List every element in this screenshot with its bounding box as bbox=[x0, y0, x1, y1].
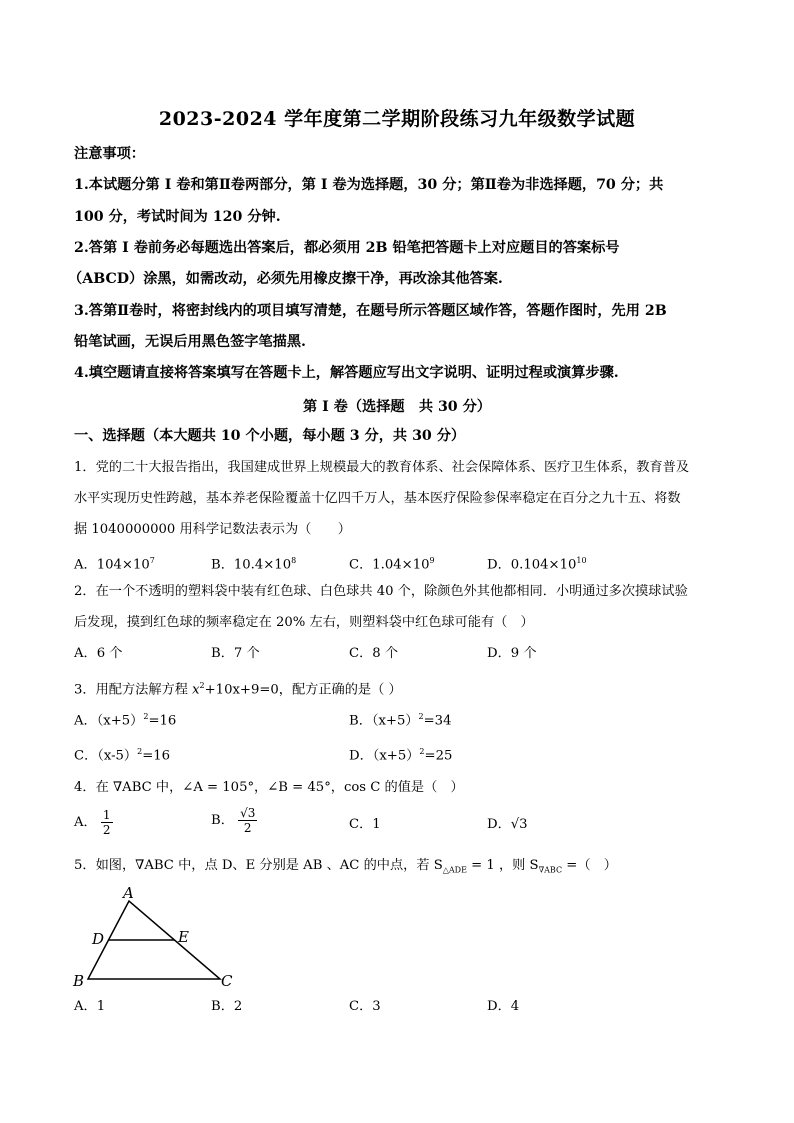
fraction bbox=[238, 806, 257, 835]
note-3-line-1: 3.答第Ⅱ卷时，将密封线内的项目填写清楚，在题号所示答题区域作答，答题作图时，先用 2B bbox=[74, 303, 667, 319]
numerator: √3 bbox=[240, 806, 256, 820]
q3-option-a bbox=[74, 708, 176, 730]
subscript: △ADE bbox=[442, 865, 467, 875]
exponent: 9 bbox=[429, 556, 435, 565]
option-value: 104×10 bbox=[96, 557, 150, 573]
exponent: 7 bbox=[149, 556, 155, 565]
option-text: C．（x-5） bbox=[74, 748, 138, 764]
vertex-label-e: E bbox=[178, 928, 189, 946]
denominator: 2 bbox=[243, 821, 252, 835]
option-label: B． bbox=[211, 557, 234, 573]
q3-option-d bbox=[349, 743, 452, 765]
option-text: =16 bbox=[142, 748, 171, 764]
q5-option-b: B．2 bbox=[211, 999, 243, 1014]
q2-line-1: 2．在一个不透明的塑料袋中装有红色球、白色球共 40 个，除颜色外其他都相同．小明通过多次摸球试验 bbox=[74, 584, 688, 599]
q5-stem-pre: 5．如图，∇ABC 中，点 D、E 分别是 AB 、AC 的中点，若 S bbox=[74, 858, 443, 873]
part-1-title: 第 I 卷（选择题 共 30 分） bbox=[302, 399, 491, 415]
q5-stem bbox=[74, 857, 617, 880]
q3-option-c bbox=[74, 743, 170, 765]
q1-option-c bbox=[349, 552, 435, 574]
q3-stem-pre: 3．用配方法解方程 bbox=[74, 682, 193, 698]
q4-option-a bbox=[74, 808, 113, 837]
q5-stem-post: =（ ） bbox=[562, 858, 617, 873]
exponent: 8 bbox=[291, 556, 297, 565]
q3-variable: x bbox=[192, 682, 200, 698]
option-label: C． bbox=[349, 557, 373, 573]
option-text: =16 bbox=[148, 713, 177, 729]
vertex-label-c: C bbox=[221, 972, 233, 990]
exponent: 10 bbox=[576, 556, 587, 565]
note-1-line-1: 1.本试题分第 I 卷和第Ⅱ卷两部分，第 I 卷为选择题，30 分；第Ⅱ卷为非选择题，70 分；共 bbox=[74, 177, 664, 193]
option-value: 10.4×10 bbox=[233, 557, 292, 573]
denominator: 2 bbox=[102, 823, 111, 837]
q1-option-b bbox=[211, 552, 296, 574]
option-value: 1.04×10 bbox=[372, 557, 430, 573]
exponent: 2 bbox=[418, 712, 424, 721]
vertex-label-b: B bbox=[73, 972, 85, 990]
q4-stem: 4．在 ∇ABC 中，∠A = 105°，∠B = 45°，cos C 的值是（ ） bbox=[74, 780, 464, 795]
q3-option-b bbox=[349, 708, 451, 730]
numerator: 1 bbox=[102, 808, 111, 822]
vertex-label-d: D bbox=[92, 930, 105, 948]
option-text: D．（x+5） bbox=[349, 748, 420, 764]
option-text: =25 bbox=[424, 748, 453, 764]
q2-option-a: A．6 个 bbox=[74, 646, 123, 661]
q1-line-3: 据 1040000000 用科学记数法表示为（ ） bbox=[74, 522, 351, 537]
q2-option-c: C．8 个 bbox=[349, 646, 399, 661]
option-value: 0.104×10 bbox=[510, 557, 577, 573]
q2-option-d: D．9 个 bbox=[487, 646, 537, 661]
exponent: 2 bbox=[199, 681, 205, 690]
option-text: A．（x+5） bbox=[74, 713, 144, 729]
section-1-title: 一、选择题（本大题共 10 个小题，每小题 3 分，共 30 分） bbox=[74, 428, 466, 444]
fraction bbox=[101, 808, 113, 837]
exponent: 2 bbox=[143, 712, 149, 721]
q5-option-c: C．3 bbox=[349, 999, 381, 1014]
notes-heading: 注意事项： bbox=[74, 146, 145, 162]
q1-line-1: 1．党的二十大报告指出，我国建成世界上规模最大的教育体系、社会保障体系、医疗卫生体系，教育普及 bbox=[74, 460, 690, 475]
note-3-line-2: 铅笔试画，无误后用黑色签字笔描黑. bbox=[74, 334, 306, 350]
option-label: A． bbox=[74, 815, 97, 830]
q2-line-2: 后发现，摸到红色球的频率稳定在 20% 左右，则塑料袋中红色球可能有（ ） bbox=[74, 615, 534, 630]
note-1-line-2: 100 分，考试时间为 120 分钟. bbox=[74, 209, 281, 225]
q1-option-a bbox=[74, 552, 155, 574]
q4-option-c: C．1 bbox=[349, 817, 381, 832]
option-text: =34 bbox=[423, 713, 452, 729]
q5-stem-mid: = 1 ，则 S bbox=[466, 858, 539, 873]
option-label: D． bbox=[487, 557, 511, 573]
q5-option-a: A．1 bbox=[74, 999, 106, 1014]
option-label: B． bbox=[211, 813, 234, 828]
q4-option-d: D．√3 bbox=[487, 817, 528, 832]
exponent: 2 bbox=[419, 747, 425, 756]
q1-option-d bbox=[487, 552, 587, 574]
exponent: 2 bbox=[137, 747, 143, 756]
q2-option-b: B．7 个 bbox=[211, 646, 260, 661]
subscript: ∇ABC bbox=[538, 865, 563, 875]
q4-option-b bbox=[211, 806, 257, 835]
option-text: B．（x+5） bbox=[349, 713, 419, 729]
option-label: A． bbox=[74, 557, 97, 573]
triangle-figure bbox=[70, 885, 240, 990]
q3-stem bbox=[74, 677, 402, 699]
q5-option-d: D．4 bbox=[487, 999, 520, 1014]
note-2-line-1: 2.答第 I 卷前务必每题选出答案后，都必须用 2B 铅笔把答题卡上对应题目的答案标号 bbox=[74, 240, 620, 256]
page-title: 2023-2024 学年度第二学期阶段练习九年级数学试题 bbox=[158, 108, 636, 130]
note-2-line-2: （ABCD）涂黑，如需改动，必须先用橡皮擦干净，再改涂其他答案. bbox=[68, 271, 503, 287]
q1-line-2: 水平实现历史性跨越，基本养老保险覆盖十亿四千万人，基本医疗保险参保率稳定在百分之九十五、将数 bbox=[74, 491, 681, 506]
q3-stem-post: +10x+9=0，配方正确的是（ ） bbox=[204, 682, 402, 698]
note-4: 4.填空题请直接将答案填写在答题卡上，解答题应写出文字说明、证明过程或演算步骤. bbox=[74, 365, 619, 381]
vertex-label-a: A bbox=[123, 885, 134, 902]
